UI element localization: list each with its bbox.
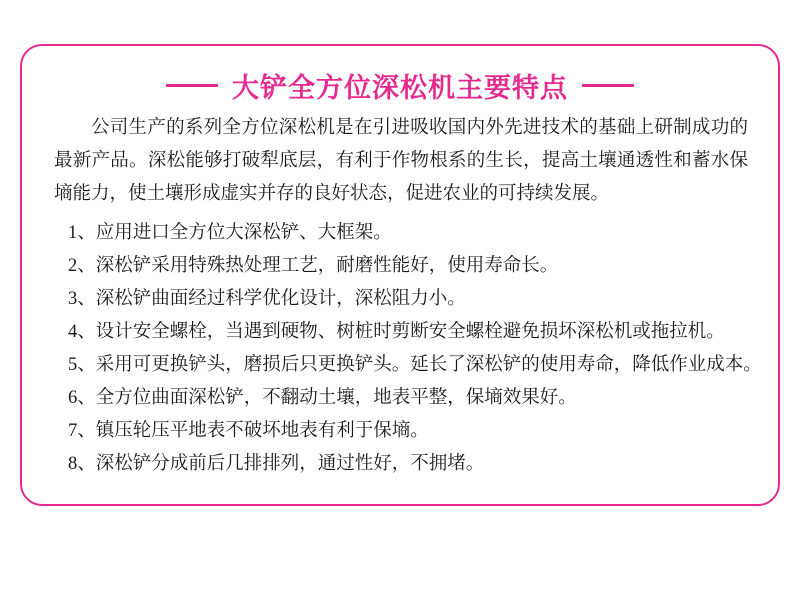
page-title (22, 66, 778, 105)
title-right-rule-decoration (582, 84, 634, 87)
list-item: 4、设计安全螺栓，当遇到硬物、树桩时剪断安全螺栓避免损坏深松机或拖拉机。 (68, 322, 725, 342)
list-item: 6、全方位曲面深松铲，不翻动土壤，地表平整，保墒效果好。 (68, 388, 577, 408)
list-item: 2、深松铲采用特殊热处理工艺，耐磨性能好，使用寿命长。 (68, 256, 559, 276)
page-title-text: 大铲全方位深松机主要特点 (232, 73, 568, 103)
feature-card (20, 44, 780, 506)
list-item: 5、采用可更换铲头，磨损后只更换铲头。延长了深松铲的使用寿命，降低作业成本。 (68, 355, 762, 375)
list-item: 8、深松铲分成前后几排排列，通过性好，不拥堵。 (68, 454, 485, 474)
title-left-rule-decoration (166, 84, 218, 87)
list-item: 3、深松铲曲面经过科学优化设计，深松阻力小。 (68, 289, 466, 309)
document-body (54, 112, 762, 481)
feature-list (54, 217, 762, 481)
list-item: 1、应用进口全方位大深松铲、大框架。 (68, 223, 392, 243)
intro-paragraph: 公司生产的系列全方位深松机是在引进吸收国内外先进技术的基础上研制成功的最新产品。深松能够打破犁底层，有利于作物根系的生长，提高土壤通透性和蓄水保墒能力，使土壤形成虚实并存的良好状态，促进农业的可持续发展。 (54, 118, 748, 204)
list-item: 7、镇压轮压平地表不破坏地表有利于保墒。 (68, 421, 429, 441)
